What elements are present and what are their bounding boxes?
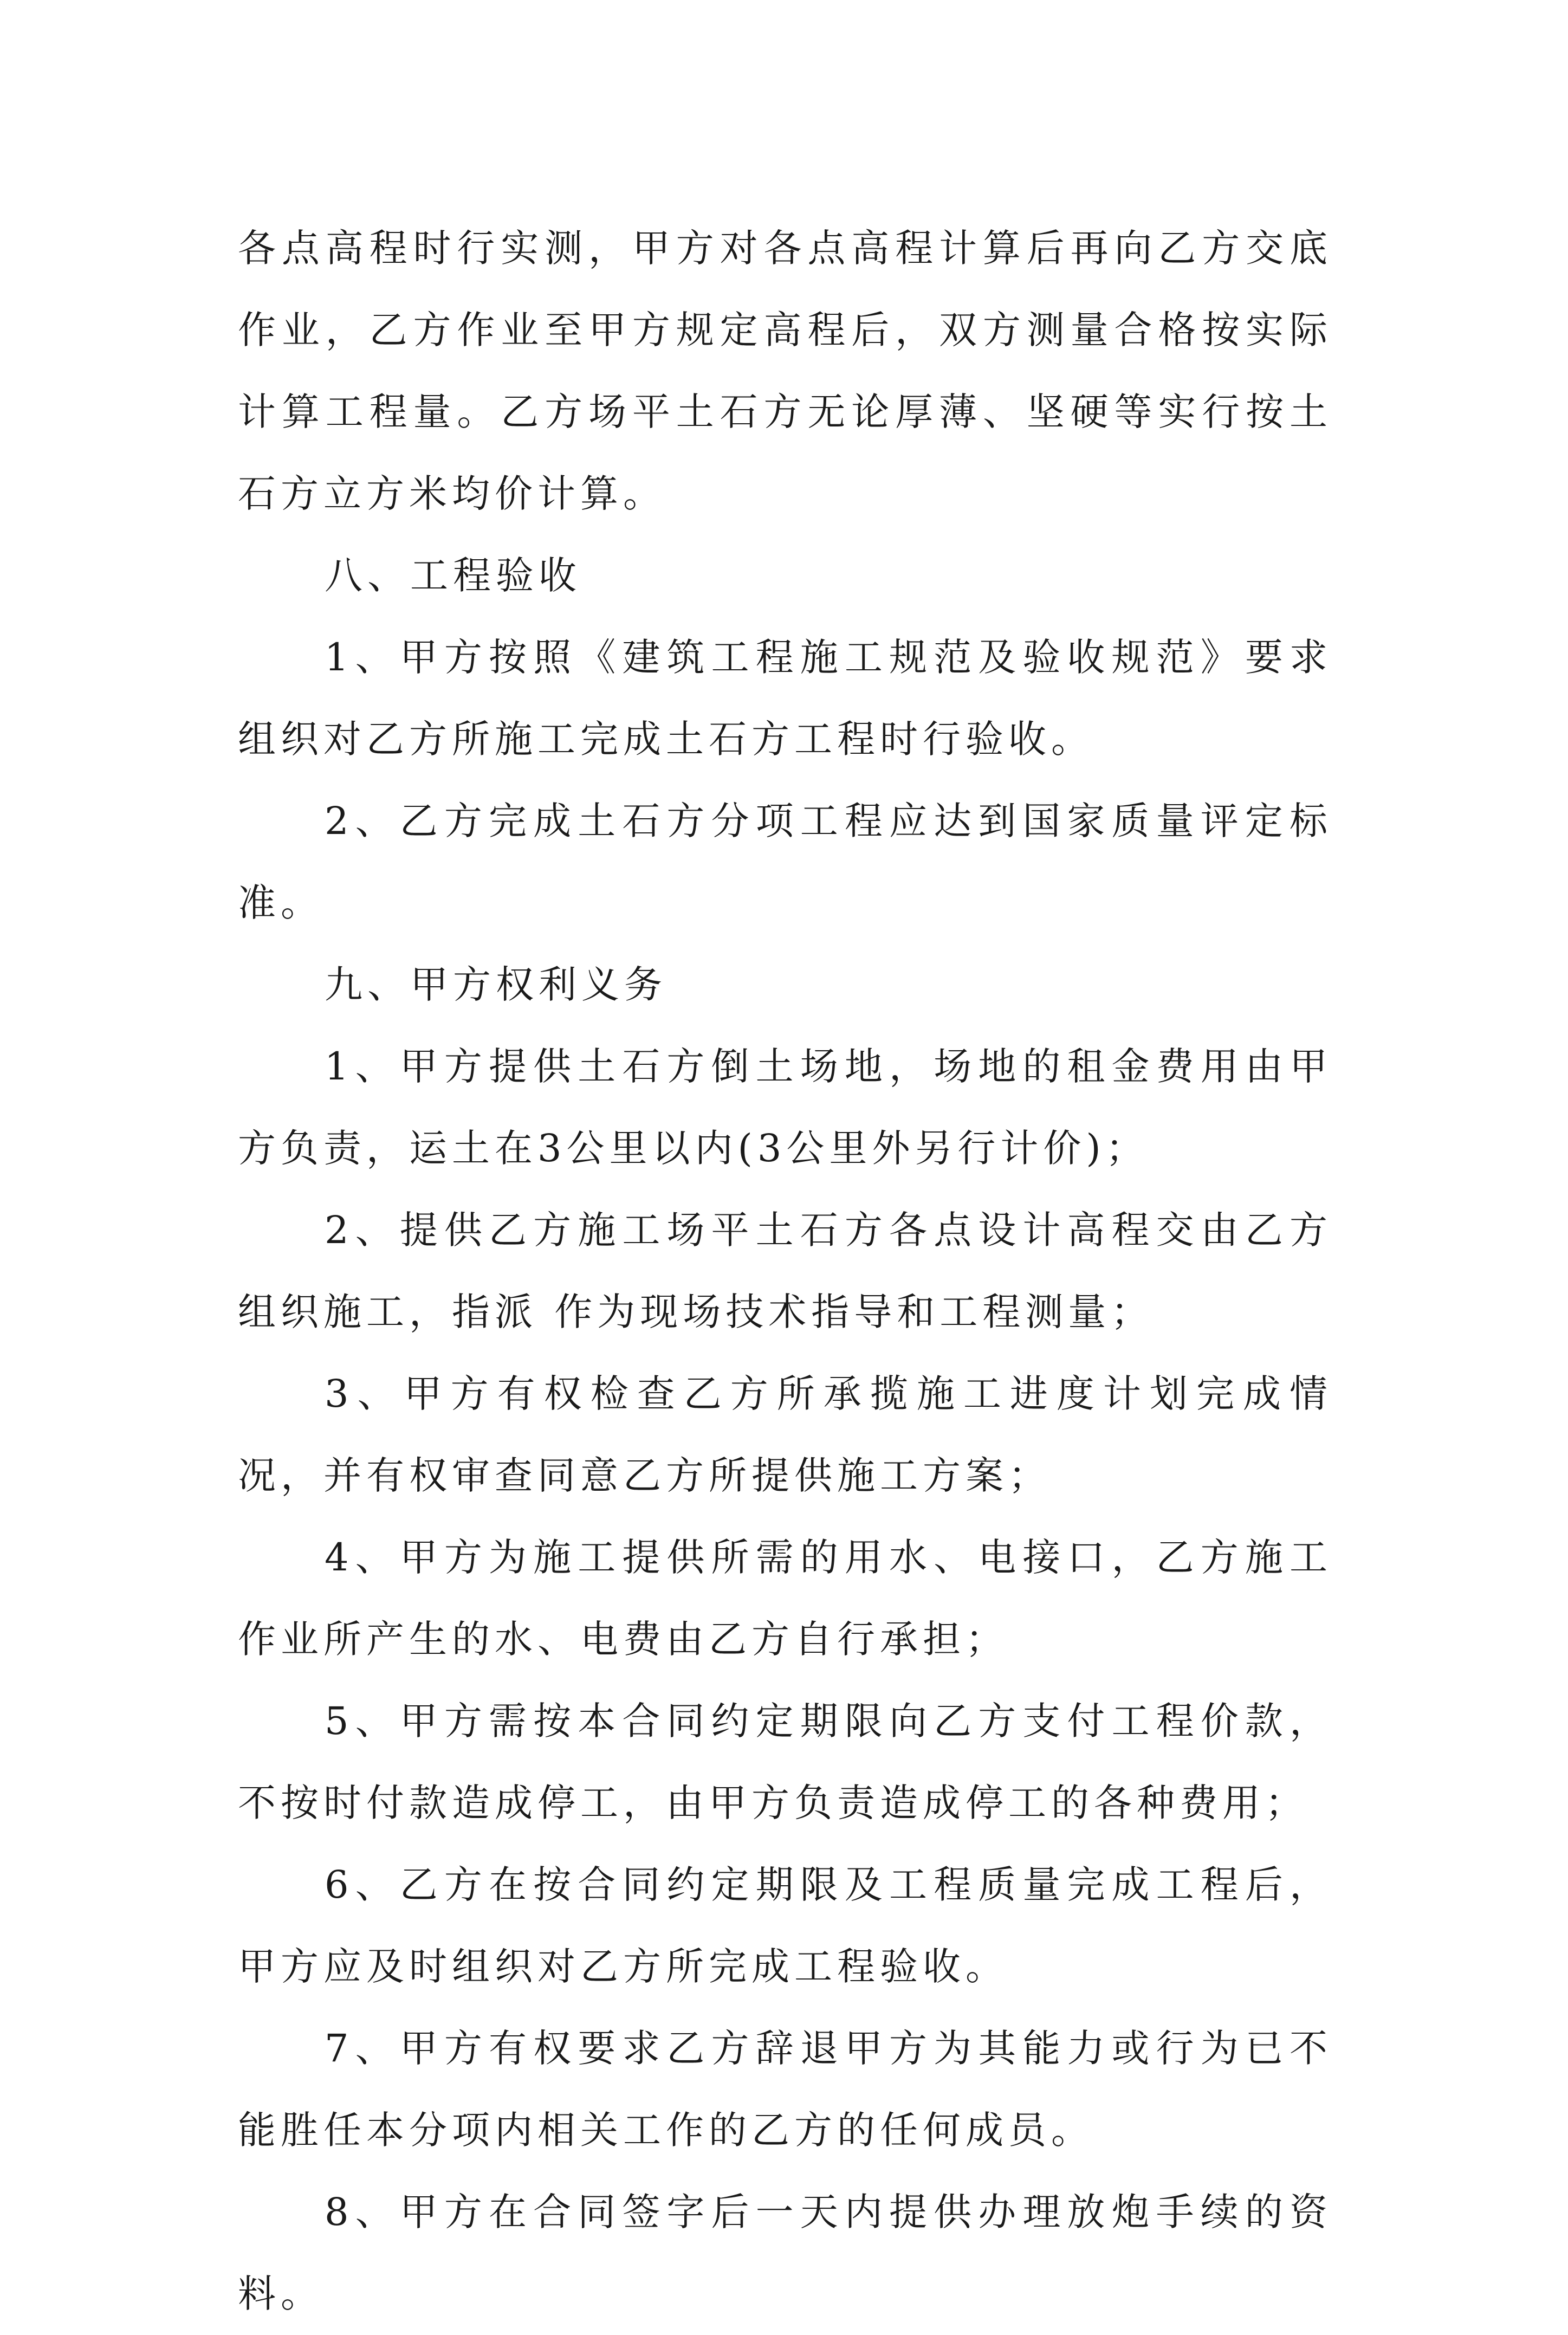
document-body xyxy=(238,208,1332,2335)
clause-9-2: 2、提供乙方施工场平土石方各点设计高程交由乙方组织施工，指派 作为现场技术指导和工程测量； xyxy=(238,1208,1332,1334)
clause-9-1: 1、甲方提供土石方倒土场地，场地的租金费用由甲方负责，运土在3公里以内(3公里外另行计价)； xyxy=(238,1044,1332,1170)
clause-9-8: 8、甲方在合同签字后一天内提供办理放炮手续的资料。 xyxy=(238,2190,1332,2316)
section-heading-party-a-rights: 九、甲方权利义务 xyxy=(325,962,667,1007)
section-heading-acceptance: 八、工程验收 xyxy=(325,553,581,598)
clause-9-6: 6、乙方在按合同约定期限及工程质量完成工程后，甲方应及时组织对乙方所完成工程验收。 xyxy=(238,1862,1332,1989)
clause-9-7: 7、甲方有权要求乙方辞退甲方为其能力或行为已不能胜任本分项内相关工作的乙方的任何成员。 xyxy=(238,2026,1332,2152)
paragraph-continuation: 各点高程时行实测，甲方对各点高程计算后再向乙方交底作业，乙方作业至甲方规定高程后，双方测量合格按实际计算工程量。乙方场平土石方无论厚薄、坚硬等实行按土石方立方米均价计算。 xyxy=(238,226,1332,516)
clause-9-3: 3、甲方有权检查乙方所承揽施工进度计划完成情况，并有权审查同意乙方所提供施工方案； xyxy=(238,1372,1332,1498)
clause-8-1: 1、甲方按照《建筑工程施工规范及验收规范》要求组织对乙方所施工完成土石方工程时行验收。 xyxy=(238,635,1332,761)
clause-8-2: 2、乙方完成土石方分项工程应达到国家质量评定标准。 xyxy=(238,799,1332,925)
clause-9-4: 4、甲方为施工提供所需的用水、电接口，乙方施工作业所产生的水、电费由乙方自行承担； xyxy=(238,1535,1332,1661)
clause-9-5: 5、甲方需按本合同约定期限向乙方支付工程价款，不按时付款造成停工，由甲方负责造成停工的各种费用； xyxy=(238,1699,1332,1825)
